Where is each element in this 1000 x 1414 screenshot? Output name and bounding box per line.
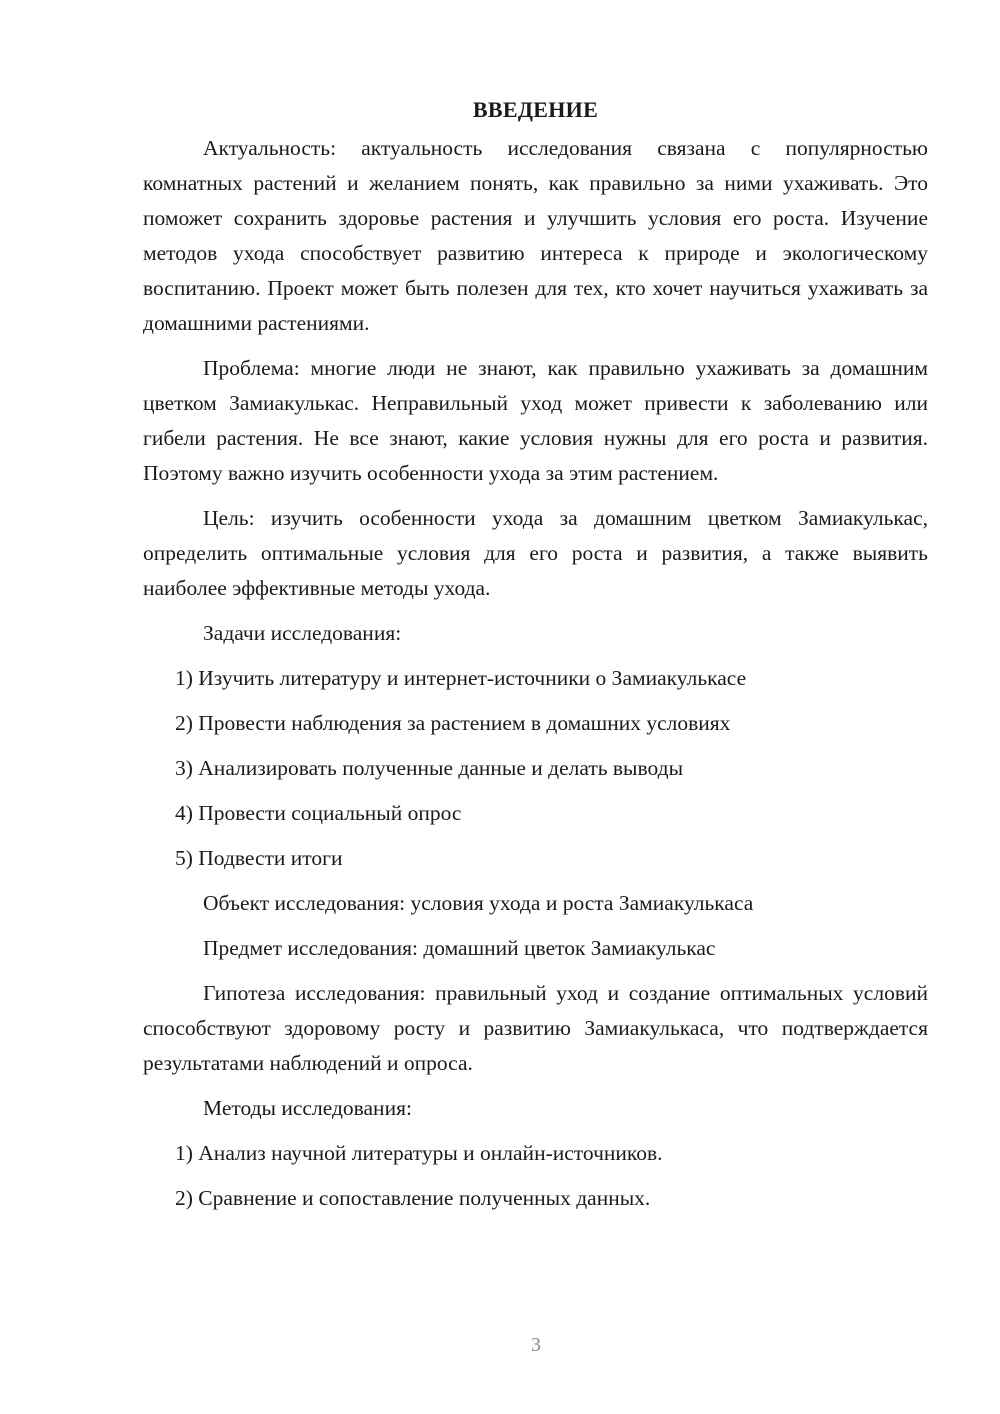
task-item: 1) Изучить литературу и интернет-источники о Замиакулькасе bbox=[175, 666, 747, 690]
problem-paragraph: Проблема: многие люди не знают, как правильно ухаживать за домашним цветком Замиакулькас. Неправильный уход может привести к заболеванию или гибели растения. Не все знают, какие условия нужны для его роста и развития. Поэтому важно изучить особенности ухода за этим растением. bbox=[143, 356, 928, 485]
page-number: 3 bbox=[531, 1334, 541, 1356]
tasks-list bbox=[143, 661, 928, 876]
task-item: 4) Провести социальный опрос bbox=[175, 801, 462, 825]
hypothesis-paragraph: Гипотеза исследования: правильный уход и создание оптимальных условий способствуют здоровому росту и развитию Замиакулькаса, что подтверждается результатами наблюдений и опроса. bbox=[143, 981, 928, 1075]
method-item: 1) Анализ научной литературы и онлайн-источников. bbox=[175, 1141, 663, 1165]
relevance-paragraph: Актуальность: актуальность исследования связана с популярностью комнатных растений и желанием понять, как правильно за ними ухаживать. Это поможет сохранить здоровье растения и улучшить условия его роста. Изучение методов ухода способствует развитию интереса к природе и экологическому воспитанию. Проект может быть полезен для тех, кто хочет научиться ухаживать за домашними растениями. bbox=[143, 136, 928, 335]
goal-paragraph: Цель: изучить особенности ухода за домашним цветком Замиакулькас, определить оптимальные условия для его роста и развития, а также выявить наиболее эффективные методы ухода. bbox=[143, 506, 928, 600]
tasks-heading: Задачи исследования: bbox=[203, 621, 402, 645]
task-item: 5) Подвести итоги bbox=[175, 846, 343, 870]
task-item: 2) Провести наблюдения за растением в домашних условиях bbox=[175, 711, 731, 735]
research-object: Объект исследования: условия ухода и роста Замиакулькаса bbox=[203, 891, 754, 915]
task-item: 3) Анализировать полученные данные и делать выводы bbox=[175, 756, 684, 780]
method-item: 2) Сравнение и сопоставление полученных данных. bbox=[175, 1186, 651, 1210]
methods-list bbox=[143, 1136, 928, 1216]
research-subject: Предмет исследования: домашний цветок Замиакулькас bbox=[203, 936, 716, 960]
methods-heading: Методы исследования: bbox=[203, 1096, 412, 1120]
page-title: ВВЕДЕНИЕ bbox=[472, 97, 599, 122]
document-page bbox=[143, 92, 928, 1226]
